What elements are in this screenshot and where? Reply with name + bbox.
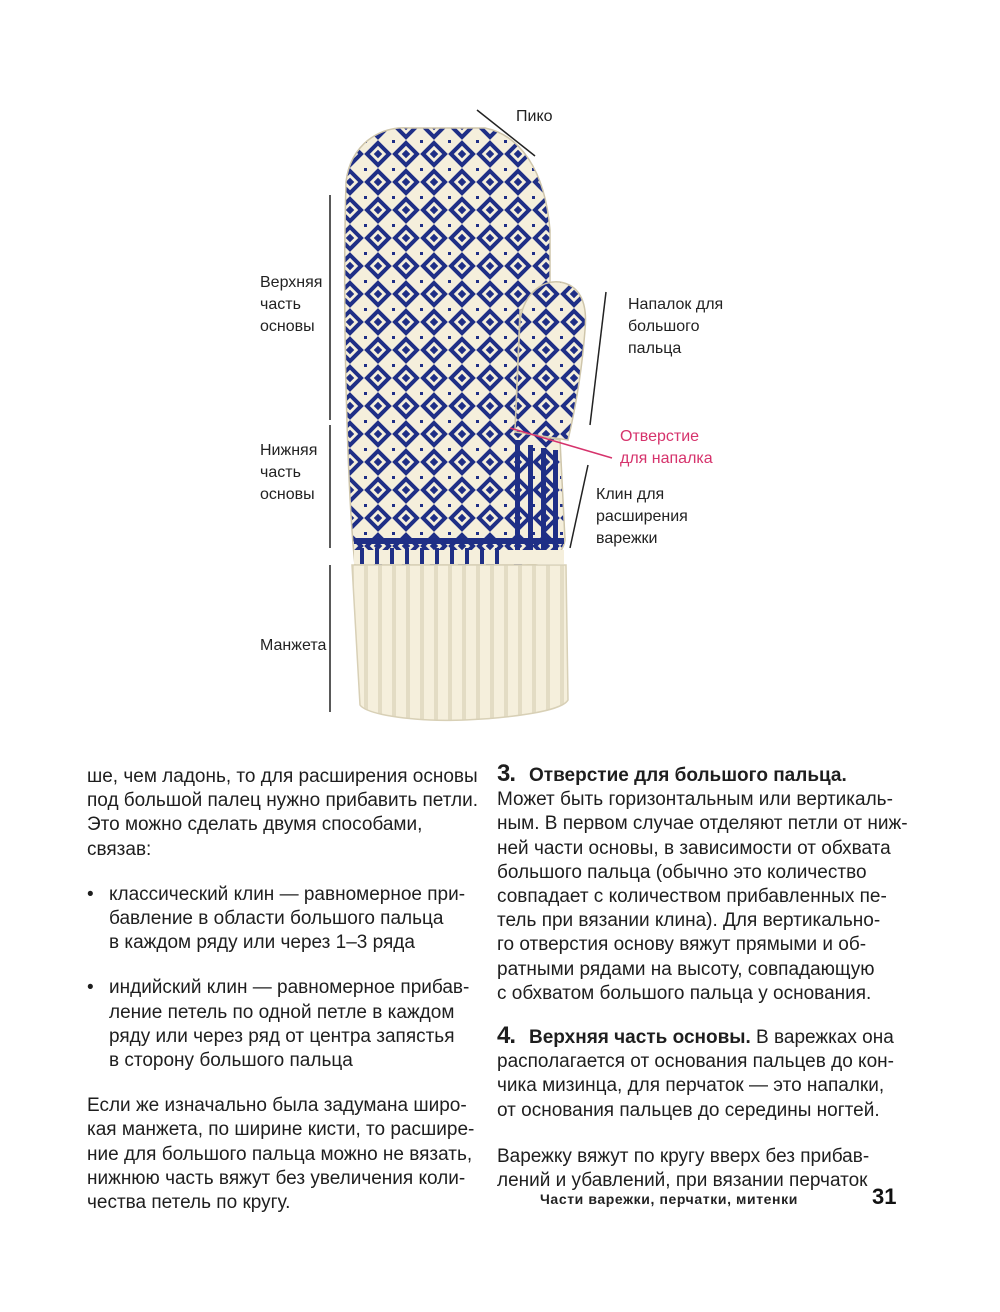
bullet-marker: • — [87, 977, 94, 999]
item-3-number: 3. — [497, 760, 516, 787]
item-4-first-line: В варежках она — [750, 1027, 894, 1049]
bullet-text: индийский клин — равномерное прибав- ление петель по одной петле в каждом ряду или через ряд от центра запястья в сторону большого пальца — [109, 977, 470, 1072]
closing-paragraph: Варежку вяжут по кругу вверх без прибав- лений и убавлений, при вязании перчаток — [497, 1145, 870, 1192]
mitten-thumb — [515, 282, 586, 440]
item-3 — [497, 762, 917, 1006]
intro-paragraph: ше, чем ладонь, то для расширения основы под большой палец нужно прибавить петли. Это можно сделать двумя способами, связав: — [87, 766, 479, 860]
outro-paragraph: Если же изначально была задумана широ- кая манжета, по ширине кисти, то расшире- ние для большого пальца можно не вязать, нижнюю часть вяжут без увеличения коли- чества петель по кругу. — [87, 1095, 475, 1214]
label-cuff: Манжета — [260, 637, 327, 654]
item-4-heading: Верхняя часть основы. — [529, 1027, 751, 1049]
label-gusset: Клин для расширения варежки — [596, 486, 688, 547]
running-footer-title: Части варежки, перчатки, митенки — [540, 1191, 798, 1207]
item-4-number: 4. — [497, 1022, 516, 1050]
thumb-cap-pointer — [590, 292, 606, 425]
right-column — [497, 762, 917, 1193]
bullet-item — [87, 976, 482, 1073]
lower-border — [354, 538, 564, 564]
item-3-text: Может быть горизонтальным или вертикаль- ным. В первом случае отделяют петли от ниж- ней части основы, в зависимости от обхвата большого пальца (обычно это количество совпадает с количеством прибавленных пе- тель при вязании клина). Для вертикально- го отверстия основу вяжут прямыми и об- ратными рядами на высоту, совпадающую с обхватом большого пальца у основания. — [497, 789, 908, 1004]
mitten-cuff — [352, 565, 568, 720]
item-4-text: располагается от основания пальцев до кон- чика мизинца, для перчаток — это напалки, от основания пальцев до середины ногтей. — [497, 1051, 894, 1121]
item-4 — [497, 1024, 917, 1123]
bullet-marker: • — [87, 883, 94, 905]
item-3-heading: Отверстие для большого пальца. — [529, 765, 847, 786]
label-thumb-cap: Напалок для большого пальца — [628, 296, 724, 357]
bullet-text: классический клин — равномерное при- бавление в области большого пальца в каждом ряду или через 1–3 ряда — [109, 883, 466, 954]
label-lower-base: Нижняя часть основы — [260, 442, 318, 503]
label-piko: Пико — [516, 108, 553, 125]
gusset-pointer — [570, 465, 588, 548]
bullet-item — [87, 883, 482, 956]
label-upper-base: Верхняя часть основы — [260, 274, 323, 335]
label-thumb-hole: Отверстие для напалка — [620, 428, 713, 467]
left-column — [87, 765, 482, 1215]
page-number: 31 — [872, 1184, 897, 1209]
